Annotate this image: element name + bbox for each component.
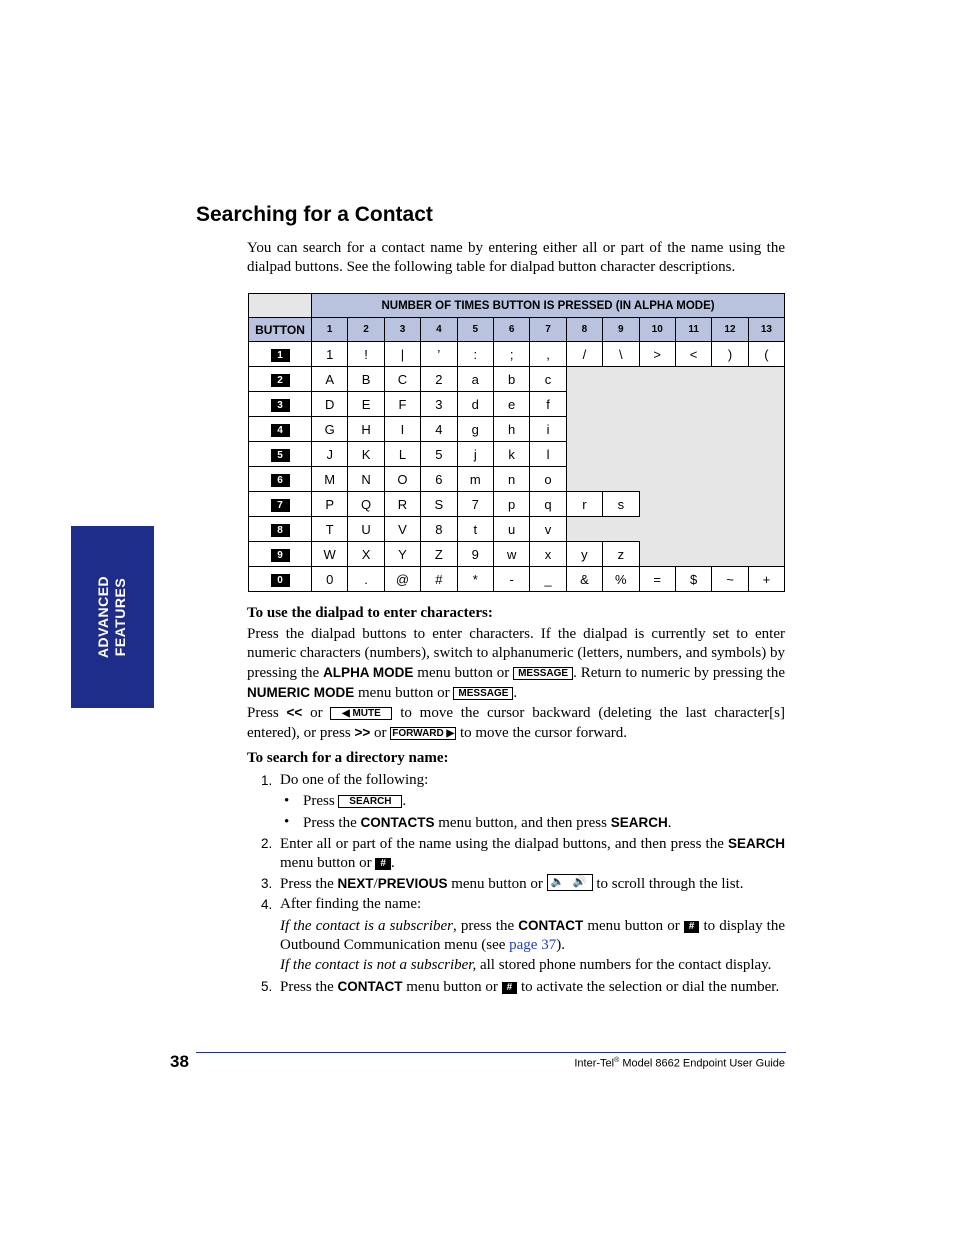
character-cell: b xyxy=(493,367,529,392)
character-cell: w xyxy=(493,542,529,567)
hash-key: # xyxy=(684,921,700,933)
hash-key: # xyxy=(502,982,518,994)
character-cell: C xyxy=(384,367,420,392)
volume-down-icon: 🔈 xyxy=(550,876,565,888)
dialpad-button-key: 2 xyxy=(271,374,290,387)
character-cell: M xyxy=(312,467,348,492)
step-4-subscriber: If the contact is a subscriber, press the CONTACT menu button or # to display the Outbound Communication menu (see page 37). xyxy=(280,918,785,953)
character-cell: O xyxy=(384,467,420,492)
table-row xyxy=(249,442,785,467)
character-cell: 7 xyxy=(457,492,493,517)
dialpad-button-key: 7 xyxy=(271,499,290,512)
dialpad-paragraph-2: Press << or ◀ MUTE to move the cursor backward (deleting the last character[s] entered), or press >> or FORWARD ▶ to move the cursor forward. xyxy=(247,705,786,741)
character-cell: % xyxy=(603,567,639,592)
table-row xyxy=(249,567,785,592)
column-number: 11 xyxy=(675,318,711,342)
table-row xyxy=(249,392,785,417)
character-cell: : xyxy=(457,342,493,367)
character-cell: k xyxy=(493,442,529,467)
unused-cell xyxy=(639,492,785,517)
footer-rule xyxy=(196,1052,786,1053)
character-cell: + xyxy=(748,567,784,592)
character-cell: ! xyxy=(348,342,384,367)
message-key: MESSAGE xyxy=(453,687,513,700)
character-cell: H xyxy=(348,417,384,442)
character-cell: P xyxy=(312,492,348,517)
column-number: 4 xyxy=(421,318,457,342)
table-row xyxy=(249,492,785,517)
character-cell: . xyxy=(348,567,384,592)
character-cell: q xyxy=(530,492,566,517)
forward-key: FORWARD ▶ xyxy=(392,728,455,739)
dialpad-button-key: 1 xyxy=(271,349,290,362)
character-cell: < xyxy=(675,342,711,367)
character-cell: f xyxy=(530,392,566,417)
character-cell: N xyxy=(348,467,384,492)
character-cell: n xyxy=(493,467,529,492)
search-key: SEARCH xyxy=(338,795,402,808)
character-cell: K xyxy=(348,442,384,467)
step-2: 2. Enter all or part of the name using the dialpad buttons, and then press the SEARCH menu button or # . xyxy=(261,836,785,871)
character-cell: J xyxy=(312,442,348,467)
dialpad-button-cell xyxy=(249,342,312,367)
character-cell: 2 xyxy=(421,367,457,392)
dialpad-button-key: 8 xyxy=(271,524,290,537)
character-cell: l xyxy=(530,442,566,467)
character-cell: 4 xyxy=(421,417,457,442)
character-cell: i xyxy=(530,417,566,442)
character-cell: L xyxy=(384,442,420,467)
step-1: 1. Do one of the following: xyxy=(261,772,429,788)
character-cell: _ xyxy=(530,567,566,592)
table-row xyxy=(249,467,785,492)
table-row xyxy=(249,517,785,542)
character-cell: ; xyxy=(493,342,529,367)
character-cell: E xyxy=(348,392,384,417)
column-number: 7 xyxy=(530,318,566,342)
character-cell: > xyxy=(639,342,675,367)
column-number: 6 xyxy=(493,318,529,342)
character-cell: I xyxy=(384,417,420,442)
dialpad-paragraph-1: Press the dialpad buttons to enter characters. If the dialpad is currently set to enter numeric characters (numbers), switch to alphanumeric (letters, numbers, and symbols) by pressing the ALPHA MODE menu button or MESSAGE . Return to numeric by pressing the NUMERIC MODE menu button or MESSAGE . xyxy=(247,626,786,701)
character-cell: = xyxy=(639,567,675,592)
dialpad-button-key: 3 xyxy=(271,399,290,412)
table-row xyxy=(249,542,785,567)
unused-cell xyxy=(566,467,784,492)
dialpad-button-key: 6 xyxy=(271,474,290,487)
page-number: 38 xyxy=(170,1052,189,1071)
character-cell: X xyxy=(348,542,384,567)
character-cell: x xyxy=(530,542,566,567)
dialpad-button-key: 9 xyxy=(271,549,290,562)
dialpad-button-key: 0 xyxy=(271,574,290,587)
character-cell: $ xyxy=(675,567,711,592)
character-cell: ) xyxy=(712,342,748,367)
dialpad-button-cell xyxy=(249,567,312,592)
character-cell: 0 xyxy=(312,567,348,592)
search-heading: To search for a directory name: xyxy=(247,750,449,766)
unused-cell xyxy=(566,367,784,392)
character-cell: s xyxy=(603,492,639,517)
dialpad-character-table xyxy=(248,293,785,592)
dialpad-button-key: 4 xyxy=(271,424,290,437)
character-cell: 8 xyxy=(421,517,457,542)
hash-key: # xyxy=(375,858,391,870)
dialpad-button-cell xyxy=(249,492,312,517)
volume-up-icon: 🔊 xyxy=(572,876,587,888)
column-number: 13 xyxy=(748,318,784,342)
column-number: 12 xyxy=(712,318,748,342)
mute-key: ◀ MUTE xyxy=(330,707,392,720)
character-cell: / xyxy=(566,342,602,367)
character-cell: U xyxy=(348,517,384,542)
character-cell: c xyxy=(530,367,566,392)
character-cell: m xyxy=(457,467,493,492)
dialpad-heading: To use the dialpad to enter characters: xyxy=(247,605,493,621)
character-cell: e xyxy=(493,392,529,417)
table-row xyxy=(249,342,785,367)
character-cell: # xyxy=(421,567,457,592)
character-cell: S xyxy=(421,492,457,517)
dialpad-button-cell xyxy=(249,367,312,392)
character-cell: T xyxy=(312,517,348,542)
character-cell: a xyxy=(457,367,493,392)
step-1-bullet-1: • Press SEARCH . xyxy=(284,793,407,809)
character-cell: j xyxy=(457,442,493,467)
character-cell: R xyxy=(384,492,420,517)
unused-cell xyxy=(566,392,784,417)
character-cell: o xyxy=(530,467,566,492)
character-cell: @ xyxy=(384,567,420,592)
column-number: 8 xyxy=(566,318,602,342)
character-cell: g xyxy=(457,417,493,442)
step-4: 4. After finding the name: xyxy=(261,896,422,912)
character-cell: t xyxy=(457,517,493,542)
character-cell: G xyxy=(312,417,348,442)
unused-cell xyxy=(566,442,784,467)
character-cell: D xyxy=(312,392,348,417)
step-4-non-subscriber: If the contact is not a subscriber, all stored phone numbers for the contact display. xyxy=(280,957,772,973)
character-cell: 6 xyxy=(421,467,457,492)
message-key: MESSAGE xyxy=(513,667,573,680)
dialpad-button-cell xyxy=(249,417,312,442)
character-cell: h xyxy=(493,417,529,442)
character-cell: d xyxy=(457,392,493,417)
dialpad-button-key: 5 xyxy=(271,449,290,462)
table-row xyxy=(249,367,785,392)
character-cell: Q xyxy=(348,492,384,517)
dialpad-button-cell xyxy=(249,517,312,542)
unused-cell xyxy=(566,517,784,542)
character-cell: 5 xyxy=(421,442,457,467)
column-number: 1 xyxy=(312,318,348,342)
character-cell: A xyxy=(312,367,348,392)
dialpad-button-cell xyxy=(249,392,312,417)
section-tab xyxy=(71,526,154,708)
dialpad-button-cell xyxy=(249,542,312,567)
character-cell: ~ xyxy=(712,567,748,592)
character-cell: \ xyxy=(603,342,639,367)
character-cell: W xyxy=(312,542,348,567)
column-number: 3 xyxy=(384,318,420,342)
character-cell: V xyxy=(384,517,420,542)
character-cell: ( xyxy=(748,342,784,367)
page-title: Searching for a Contact xyxy=(196,203,433,226)
step-1-bullet-2: • Press the CONTACTS menu button, and then press SEARCH. xyxy=(284,814,672,831)
column-number: 10 xyxy=(639,318,675,342)
page-link[interactable]: page 37 xyxy=(509,937,557,953)
character-cell: B xyxy=(348,367,384,392)
unused-cell xyxy=(566,417,784,442)
character-cell: Z xyxy=(421,542,457,567)
volume-key xyxy=(547,874,593,891)
character-cell: z xyxy=(603,542,639,567)
unused-cell xyxy=(639,542,785,567)
character-cell: 9 xyxy=(457,542,493,567)
table-header: NUMBER OF TIMES BUTTON IS PRESSED (IN ALPHA MODE) xyxy=(312,294,785,318)
character-cell: | xyxy=(384,342,420,367)
dialpad-button-cell xyxy=(249,467,312,492)
character-cell: & xyxy=(566,567,602,592)
character-cell: ’ xyxy=(421,342,457,367)
footer-title: Inter-Tel® Model 8662 Endpoint User Guide xyxy=(574,1057,785,1070)
section-tab-label: ADVANCED FEATURES xyxy=(95,575,129,659)
character-cell: Y xyxy=(384,542,420,567)
column-number: 5 xyxy=(457,318,493,342)
character-cell: , xyxy=(530,342,566,367)
character-cell: u xyxy=(493,517,529,542)
character-cell: - xyxy=(493,567,529,592)
table-row xyxy=(249,417,785,442)
character-cell: y xyxy=(566,542,602,567)
character-cell: * xyxy=(457,567,493,592)
column-number: 9 xyxy=(603,318,639,342)
character-cell: 3 xyxy=(421,392,457,417)
button-column-label: BUTTON xyxy=(249,318,312,342)
character-cell: v xyxy=(530,517,566,542)
character-cell: 1 xyxy=(312,342,348,367)
step-5: 5. Press the CONTACT menu button or # to activate the selection or dial the number. xyxy=(261,979,780,995)
character-cell: r xyxy=(566,492,602,517)
character-cell: p xyxy=(493,492,529,517)
step-3: 3. Press the NEXT/PREVIOUS menu button or 🔈 🔊 to scroll through the list. xyxy=(261,876,744,892)
character-cell: F xyxy=(384,392,420,417)
table-corner xyxy=(249,294,312,318)
intro-paragraph: You can search for a contact name by entering either all or part of the name using the dialpad buttons. See the following table for dialpad button character descriptions. xyxy=(247,240,785,275)
column-number: 2 xyxy=(348,318,384,342)
dialpad-button-cell xyxy=(249,442,312,467)
